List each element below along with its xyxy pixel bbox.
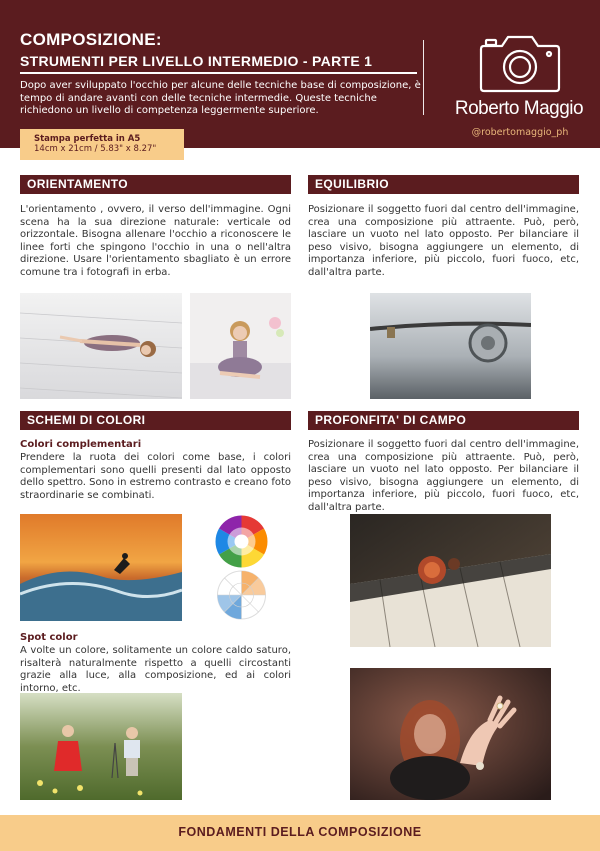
footer-banner: [0, 815, 600, 851]
page-subtitle: STRUMENTI PER LIVELLO INTERMEDIO - PARTE 1: [20, 53, 373, 69]
author-name: Roberto Maggio: [454, 98, 584, 119]
section-title-orientamento: ORIENTAMENTO: [20, 175, 291, 194]
photo-children-spot-color: [20, 693, 182, 800]
spot-color-text: A volte un colore, solitamente un colore caldo saturo, risalterà naturalmente rispetto a quelli circostanti grazie alla luce, alla composizione, ed ai colori intorno, etc.: [20, 645, 291, 694]
header-banner: [0, 0, 600, 148]
print-size: 14cm x 21cm / 5.83" x 8.27": [34, 144, 157, 154]
photo-piano-keys-flower: [350, 514, 551, 647]
print-size-badge: [20, 129, 184, 160]
photo-surfer-sunset: [20, 514, 182, 621]
author-handle: @robertomaggio_ph: [471, 127, 569, 138]
section-title-equilibrio: EQUILIBRIO: [308, 175, 579, 194]
photo-hand-ring-woman: [350, 668, 551, 800]
photo-padlocks-on-chain: [370, 293, 531, 399]
profondita-text: Posizionare il soggetto fuori dal centro dell'immagine, crea una composizione più attraente. Può, però, lasciare un vuoto nel lato opposto. Per bilanciare il peso visivo, bisogna aggiungere un elemento, di importanza inferiore, più piccolo, fuori fuoco, etc, dall'altra parte.: [308, 439, 579, 513]
subtitle-underline: [20, 72, 417, 74]
subheading-spot-color: Spot color: [20, 632, 78, 643]
print-label: Stampa perfetta in A5: [34, 134, 141, 144]
section-title-profondita-di-campo: PROFONFITA' DI CAMPO: [308, 411, 579, 430]
photo-girl-sitting-vertical: [190, 293, 291, 399]
intro-text: Dopo aver sviluppato l'occhio per alcune delle tecniche base di composizione, è tempo di andare avanti con delle tecniche intermedie. Queste tecniche richiedono un livello di competenza leggermente superiore.: [20, 80, 421, 116]
color-wheel-full: [214, 514, 269, 569]
colori-complementari-text: Prendere la ruota dei colori come base, i colori complementari sono quelli presenti dal lato opposto dello spettro. Sono in estremo contrasto e creano foto straordinarie se combinati.: [20, 452, 291, 501]
equilibrio-text: Posizionare il soggetto fuori dal centro dell'immagine, crea una composizione più attraente. Può, però, lasciare un vuoto nel lato opposto. Per bilanciare il peso visivo, bisogna aggiungere un elemento, di importanza inferiore, più piccolo, fuori fuoco, etc, dall'altra parte.: [308, 204, 579, 278]
page-title: COMPOSIZIONE:: [20, 30, 162, 49]
camera-icon: [478, 32, 562, 94]
footer-text: FONDAMENTI DELLA COMPOSIZIONE: [178, 825, 422, 839]
photo-girl-lying-horizontal: [20, 293, 182, 399]
header-divider: [423, 40, 424, 115]
orientamento-text: L'orientamento , ovvero, il verso dell'immagine. Ogni scena ha la sua direzione naturale: verticale od orizzontale. Bisogna allenare l'occhio a riconoscere le linee forti che spingono l'occhio in una o nell'altra direzione. Usare l'orientamento sbagliato è un errore comune tra i fotografi in erba.: [20, 204, 291, 278]
color-wheel-complementary: [214, 569, 269, 621]
subheading-colori-complementari: Colori complementari: [20, 439, 142, 450]
section-title-schemi-di-colori: SCHEMI DI COLORI: [20, 411, 291, 430]
